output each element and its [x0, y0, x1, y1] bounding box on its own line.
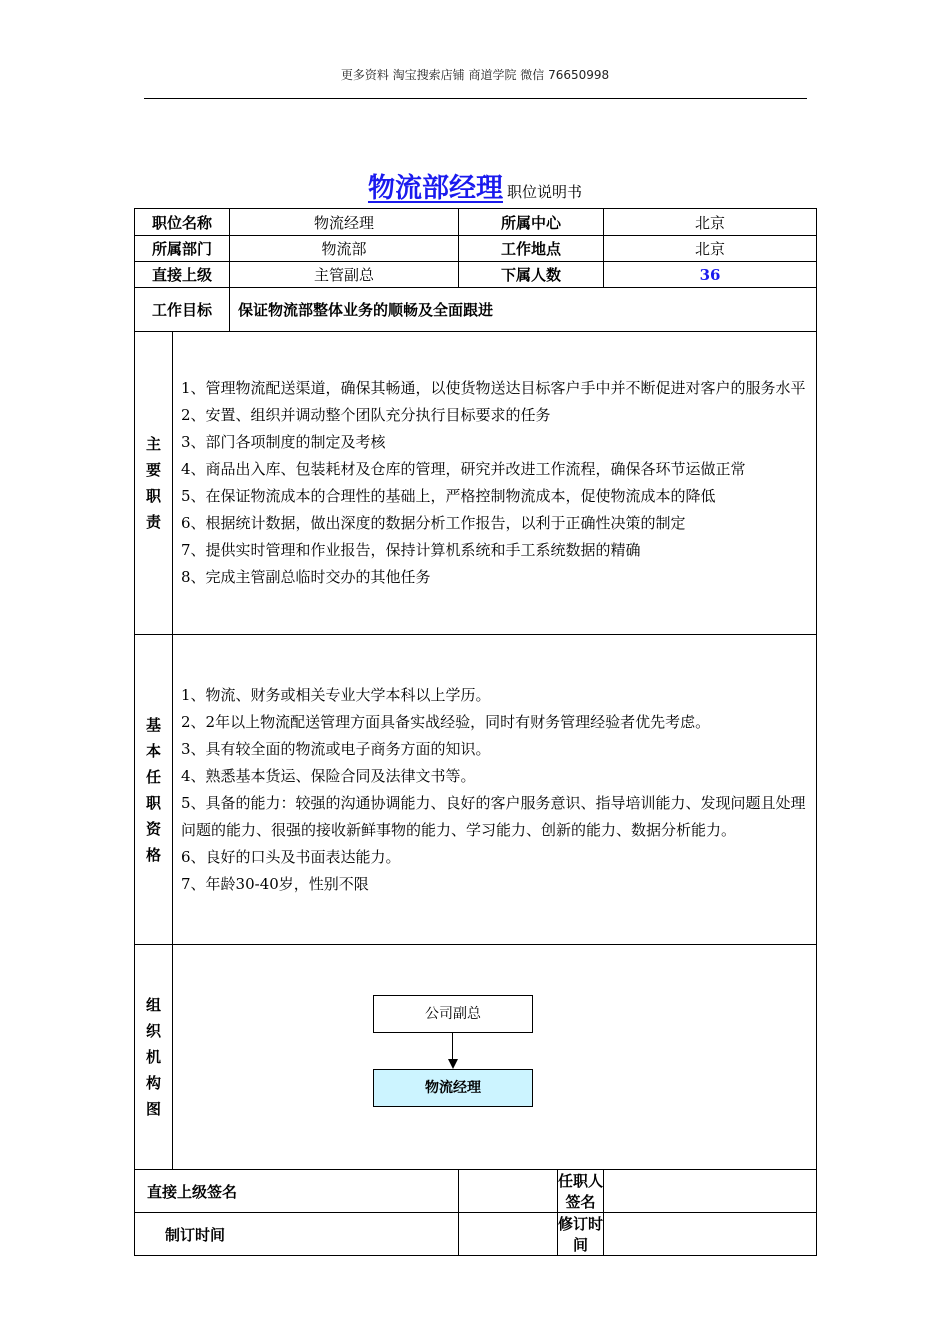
document-title	[0, 166, 950, 205]
list-item: 1、物流、财务或相关专业大学本科以上学历。	[181, 685, 491, 704]
org-chart	[173, 945, 816, 1169]
list-item: 5、在保证物流成本的合理性的基础上，严格控制物流成本，促使物流成本的降低	[181, 487, 716, 505]
list-item: 7、年龄30-40岁，性别不限	[181, 874, 369, 893]
title-main: 物流部经理	[367, 173, 503, 204]
position-name-label: 职位名称	[135, 209, 230, 236]
title-sub: 职位说明书	[506, 183, 582, 201]
list-item: 1、管理物流配送渠道，确保其畅通，以使货物送达目标客户手中并不断促进对客户的服务水平	[181, 379, 806, 397]
location-value: 北京	[604, 236, 817, 262]
list-item: 3、具有较全面的物流或电子商务方面的知识。	[181, 739, 491, 758]
center-label: 所属中心	[459, 209, 604, 236]
superior-label: 直接上级	[135, 262, 230, 288]
list-item: 4、熟悉基本货运、保险合同及法律文书等。	[181, 766, 476, 785]
department-label: 所属部门	[135, 236, 230, 262]
list-item: 7、提供实时管理和作业报告，保持计算机系统和手工系统数据的精确	[181, 541, 641, 559]
superior-sign-field[interactable]	[459, 1170, 558, 1213]
duties-label: 主 要 职 责	[135, 332, 173, 635]
list-item: 3、部门各项制度的制定及考核	[181, 433, 386, 451]
duties-list	[173, 332, 817, 635]
created-date-label: 制订时间	[135, 1213, 459, 1256]
org-chart-cell	[173, 945, 817, 1170]
list-item: 6、良好的口头及书面表达能力。	[181, 847, 401, 866]
employee-sign-label: 任职人签名	[558, 1170, 604, 1213]
qualifications-list	[173, 635, 817, 945]
subordinates-value: 36	[604, 262, 817, 288]
header-rule	[144, 98, 807, 99]
list-item: 2、2年以上物流配送管理方面具备实战经验，同时有财务管理经验者优先考虑。	[181, 712, 711, 731]
created-date-field[interactable]	[459, 1213, 558, 1256]
list-item: 8、完成主管副总临时交办的其他任务	[181, 568, 431, 586]
header-note: 更多资料 淘宝搜索店铺 商道学院 微信 76650998	[340, 68, 610, 82]
employee-sign-field[interactable]	[604, 1170, 817, 1213]
location-label: 工作地点	[459, 236, 604, 262]
superior-value: 主管副总	[230, 262, 459, 288]
goal-label: 工作目标	[135, 288, 230, 332]
job-description-table	[134, 208, 817, 1256]
org-box-vice-president: 公司副总	[373, 995, 533, 1033]
revised-date-field[interactable]	[604, 1213, 817, 1256]
org-connector	[452, 1033, 453, 1061]
list-item: 6、根据统计数据，做出深度的数据分析工作报告，以利于正确性决策的制定	[181, 514, 686, 532]
list-item: 5、具备的能力：较强的沟通协调能力、良好的客户服务意识、指导培训能力、发现问题且处理问题的能力、很强的接收新鲜事物的能力、学习能力、创新的能力、数据分析能力。	[181, 793, 806, 839]
department-value: 物流部	[230, 236, 459, 262]
center-value: 北京	[604, 209, 817, 236]
list-item: 2、安置、组织并调动整个团队充分执行目标要求的任务	[181, 406, 551, 424]
revised-date-label: 修订时间	[558, 1213, 604, 1256]
goal-text: 保证物流部整体业务的顺畅及全面跟进	[230, 288, 817, 332]
list-item: 4、商品出入库、包装耗材及仓库的管理，研究并改进工作流程，确保各环节运做正常	[181, 460, 746, 478]
position-name-value: 物流经理	[230, 209, 459, 236]
org-chart-label: 组 织 机 构 图	[135, 945, 173, 1170]
subordinates-label: 下属人数	[459, 262, 604, 288]
superior-sign-label: 直接上级签名	[135, 1170, 459, 1213]
org-box-logistics-manager: 物流经理	[373, 1069, 533, 1107]
arrow-down-icon	[448, 1059, 458, 1069]
qualifications-label: 基 本 任 职 资 格	[135, 635, 173, 945]
